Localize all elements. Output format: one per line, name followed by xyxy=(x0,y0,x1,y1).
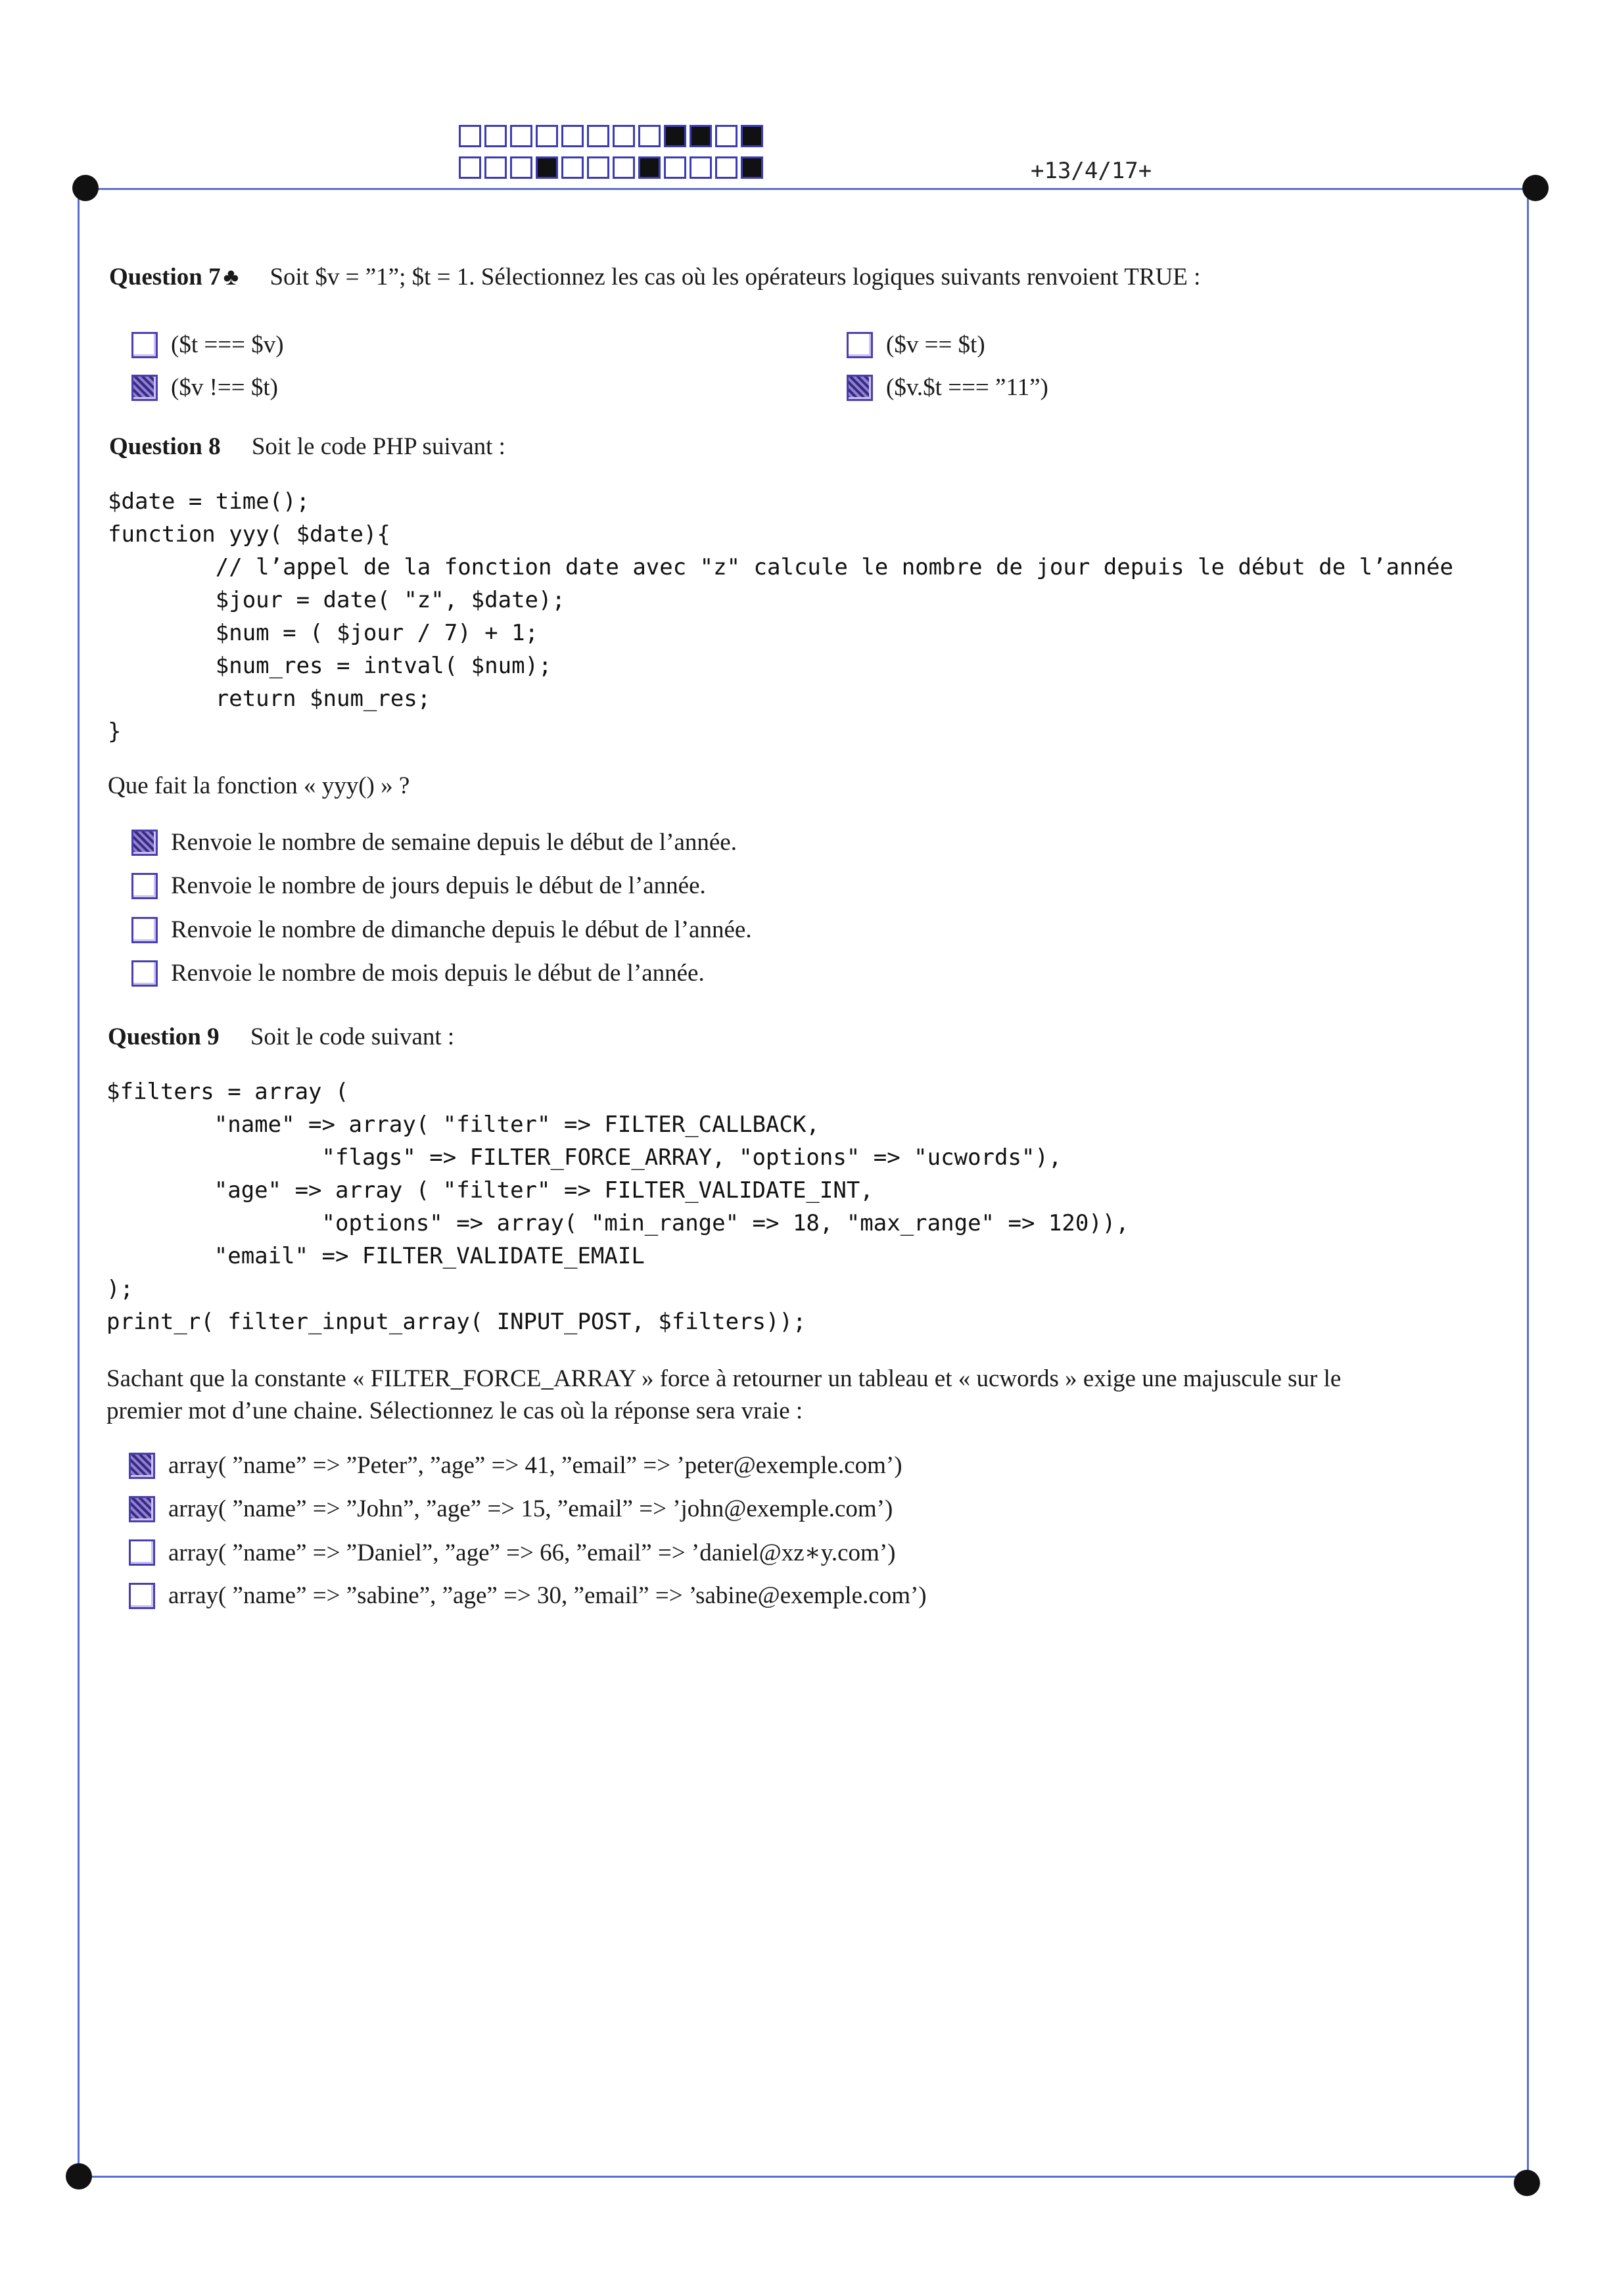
option-label: ($v == $t) xyxy=(886,331,985,358)
checkbox[interactable] xyxy=(847,375,873,401)
barcode-cell xyxy=(741,125,763,147)
checkbox[interactable] xyxy=(131,332,158,358)
code-line: "age" => array ( "filter" => FILTER_VALIDATE_INT, xyxy=(106,1177,874,1204)
corner-marker-top-left xyxy=(72,175,99,201)
question-prompt: Soit le code suivant : xyxy=(250,1023,455,1050)
question-7-header xyxy=(109,263,1200,291)
q7-option-4[interactable] xyxy=(847,373,1048,402)
code-line: print_r( filter_input_array( INPUT_POST, $filters)); xyxy=(106,1309,807,1335)
barcode-row-1 xyxy=(459,125,766,147)
page-code: +13/4/17+ xyxy=(1031,158,1152,184)
checkbox[interactable] xyxy=(129,1453,155,1479)
barcode-cell xyxy=(510,156,532,179)
checkbox[interactable] xyxy=(129,1583,155,1609)
q9-option-2[interactable] xyxy=(129,1495,893,1523)
barcode-cell xyxy=(484,125,507,147)
q9-option-1[interactable] xyxy=(129,1451,902,1480)
club-icon: ♣ xyxy=(223,264,239,290)
q9-code-block xyxy=(106,1075,1129,1338)
checkbox[interactable] xyxy=(129,1539,155,1566)
option-label: Renvoie le nombre de semaine depuis le début de l’année. xyxy=(171,829,737,856)
checkbox[interactable] xyxy=(129,1496,155,1522)
barcode-cell xyxy=(587,156,609,179)
q7-option-2[interactable] xyxy=(847,331,985,359)
code-line: "email" => FILTER_VALIDATE_EMAIL xyxy=(106,1243,645,1269)
barcode-cell xyxy=(690,125,712,147)
option-label: ($v.$t === ”11”) xyxy=(886,374,1048,401)
frame-top-line xyxy=(85,188,1538,190)
code-line: function yyy( $date){ xyxy=(108,521,390,548)
checkbox[interactable] xyxy=(131,873,158,899)
question-8-header xyxy=(109,433,505,461)
frame-right-line xyxy=(1527,188,1529,2176)
question-prompt: Soit le code PHP suivant : xyxy=(251,433,505,460)
code-line: "name" => array( "filter" => FILTER_CALLBACK, xyxy=(106,1112,820,1138)
checkbox[interactable] xyxy=(131,960,158,987)
q9-option-4[interactable] xyxy=(129,1581,927,1610)
q7-option-3[interactable] xyxy=(131,373,278,402)
checkbox[interactable] xyxy=(131,917,158,943)
code-line: "options" => array( "min_range" => 18, "max_range" => 120)), xyxy=(106,1210,1129,1236)
question-number: Question 9 xyxy=(108,1023,220,1050)
option-label: ($v !== $t) xyxy=(171,374,278,401)
barcode-cell xyxy=(510,125,532,147)
code-line: $filters = array ( xyxy=(106,1079,349,1105)
code-line: return $num_res; xyxy=(108,686,431,712)
option-label: array( ”name” => ”Peter”, ”age” => 41, ”email” => ’peter@exemple.com’) xyxy=(168,1452,902,1479)
q8-option-3[interactable] xyxy=(131,916,752,944)
barcode-cell xyxy=(459,125,481,147)
q8-option-2[interactable] xyxy=(131,872,706,900)
barcode-cell xyxy=(638,156,661,179)
q8-option-1[interactable] xyxy=(131,828,737,856)
barcode-cell xyxy=(536,125,558,147)
option-label: Renvoie le nombre de dimanche depuis le début de l’année. xyxy=(171,916,752,943)
q8-question: Que fait la fonction « yyy() » ? xyxy=(108,772,410,799)
code-line: "flags" => FILTER_FORCE_ARRAY, "options" => "ucwords"), xyxy=(106,1144,1062,1171)
question-number: Question 7 xyxy=(109,264,221,291)
frame-left-line xyxy=(78,188,80,2176)
code-line: // l’appel de la fonction date avec "z" calcule le nombre de jour depuis le début de l’année xyxy=(108,554,1453,580)
q9-explanation-line-2: premier mot d’une chaine. Sélectionnez le cas où la réponse sera vraie : xyxy=(106,1397,803,1424)
code-line: $num_res = intval( $num); xyxy=(108,653,552,679)
question-9-header xyxy=(108,1023,454,1051)
code-line: ); xyxy=(106,1276,133,1302)
q8-option-4[interactable] xyxy=(131,959,705,987)
barcode-cell xyxy=(561,156,584,179)
checkbox[interactable] xyxy=(847,332,873,358)
barcode-cell xyxy=(613,156,635,179)
checkbox[interactable] xyxy=(131,830,158,856)
barcode-cell xyxy=(613,125,635,147)
barcode-cell xyxy=(638,125,661,147)
option-label: Renvoie le nombre de jours depuis le début de l’année. xyxy=(171,872,706,899)
barcode-cell xyxy=(690,156,712,179)
checkbox[interactable] xyxy=(131,375,158,401)
barcode-cell xyxy=(715,125,737,147)
corner-marker-bottom-right xyxy=(1514,2170,1540,2196)
question-number: Question 8 xyxy=(109,433,221,460)
barcode-cell xyxy=(561,125,584,147)
code-line: $num = ( $jour / 7) + 1; xyxy=(108,620,539,646)
option-label: Renvoie le nombre de mois depuis le début de l’année. xyxy=(171,960,705,987)
barcode-cell xyxy=(664,125,686,147)
barcode-cell xyxy=(484,156,507,179)
code-line: } xyxy=(108,718,122,745)
corner-marker-bottom-left xyxy=(66,2163,92,2190)
option-label: array( ”name” => ”Daniel”, ”age” => 66, ”email” => ’daniel@xz∗y.com’) xyxy=(168,1539,896,1566)
question-prompt: Soit $v = ”1”; $t = 1. Sélectionnez les cas où les opérateurs logiques suivants renvoient TRUE : xyxy=(269,264,1201,291)
barcode-cell xyxy=(741,156,763,179)
corner-marker-top-right xyxy=(1522,175,1549,201)
option-label: array( ”name” => ”John”, ”age” => 15, ”email” => ’john@exemple.com’) xyxy=(168,1495,893,1522)
code-line: $jour = date( "z", $date); xyxy=(108,587,565,613)
q9-explanation-line-1: Sachant que la constante « FILTER_FORCE_ARRAY » force à retourner un tableau et « ucwords » exige une majuscule sur le xyxy=(106,1365,1342,1392)
barcode-cell xyxy=(459,156,481,179)
q7-option-1[interactable] xyxy=(131,331,284,359)
option-label: array( ”name” => ”sabine”, ”age” => 30, ”email” => ’sabine@exemple.com’) xyxy=(168,1582,927,1609)
code-line: $date = time(); xyxy=(108,488,310,515)
barcode-cell xyxy=(536,156,558,179)
barcode-row-2 xyxy=(459,156,766,179)
barcode-cell xyxy=(715,156,737,179)
q9-option-3[interactable] xyxy=(129,1538,895,1567)
option-label: ($t === $v) xyxy=(171,331,284,358)
q8-code-block xyxy=(108,485,1453,748)
frame-bottom-line xyxy=(78,2176,1530,2178)
barcode-cell xyxy=(587,125,609,147)
barcode-cell xyxy=(664,156,686,179)
